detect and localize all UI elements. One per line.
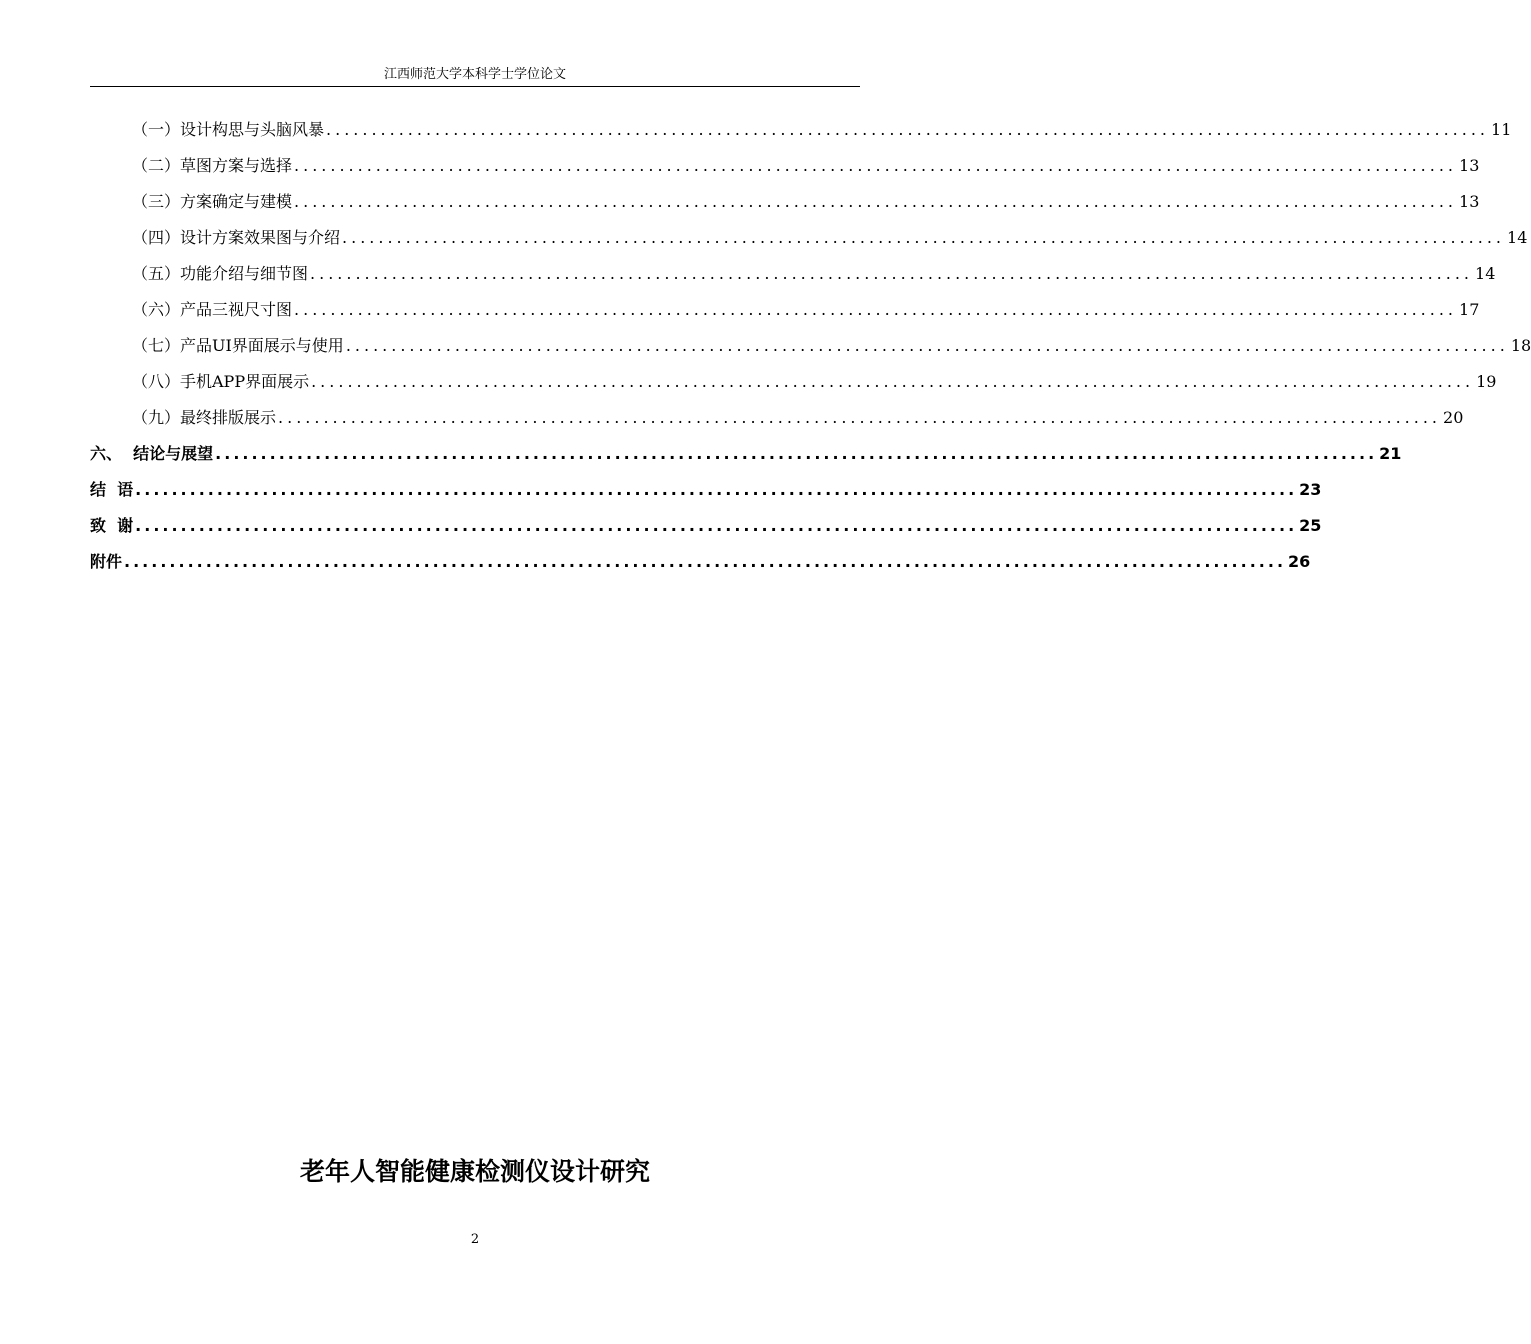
toc-dot-leader: ................................................................................................................................ [345, 336, 1509, 355]
toc-entry[interactable] [90, 256, 1496, 292]
table-of-contents [90, 112, 1531, 580]
header-rule [90, 86, 860, 87]
toc-dot-leader: ................................................................................................................................ [135, 516, 1298, 535]
toc-dot-leader: ................................................................................................................................ [294, 300, 1458, 319]
toc-entry-label: （九）最终排版展示 [132, 408, 277, 427]
toc-entry-page: 23 [1299, 480, 1322, 499]
toc-dot-leader: ................................................................................................................................ [310, 264, 1474, 283]
page-header: 江西师范大学本科学士学位论文 [383, 67, 566, 82]
toc-entry-page: 20 [1443, 408, 1464, 427]
toc-entry-label: （二）草图方案与选择 [132, 156, 293, 175]
toc-dot-leader: ................................................................................................................................ [294, 156, 1458, 175]
toc-dot-leader: ................................................................................................................................ [215, 444, 1378, 463]
toc-entry-page: 14 [1507, 228, 1528, 247]
toc-dot-leader: ................................................................................................................................ [135, 480, 1298, 499]
toc-entry-label: 致 谢 [90, 516, 134, 535]
toc-entry[interactable] [90, 508, 1322, 544]
toc-entry-label: （一）设计构思与头脑风暴 [132, 120, 325, 139]
toc-entry-page: 13 [1459, 156, 1480, 175]
toc-entry[interactable] [90, 328, 1531, 364]
toc-entry[interactable] [90, 472, 1322, 508]
toc-entry-label: （七）产品UI界面展示与使用 [132, 336, 344, 355]
toc-entry-page: 19 [1476, 372, 1497, 391]
toc-dot-leader: ................................................................................................................................ [124, 552, 1287, 571]
thesis-title: 老年人智能健康检测仪设计研究 [299, 1157, 650, 1186]
toc-entry-label: （六）产品三视尺寸图 [132, 300, 293, 319]
toc-entry-label: （八）手机APP界面展示 [132, 372, 310, 391]
toc-entry-label: （三）方案确定与建模 [132, 192, 293, 211]
toc-entry-page: 11 [1491, 120, 1512, 139]
toc-entry[interactable] [90, 220, 1528, 256]
toc-dot-leader: ................................................................................................................................ [326, 120, 1490, 139]
toc-entry-label: 结 语 [90, 480, 134, 499]
toc-dot-leader: ................................................................................................................................ [278, 408, 1442, 427]
toc-entry-label: 六、 结论与展望 [90, 444, 214, 463]
toc-entry[interactable] [90, 364, 1497, 400]
toc-entry-page: 17 [1459, 300, 1480, 319]
toc-entry-label: 附件 [90, 552, 123, 571]
toc-entry[interactable] [90, 148, 1480, 184]
toc-entry-page: 25 [1299, 516, 1322, 535]
toc-entry-page: 14 [1475, 264, 1496, 283]
toc-entry-label: （五）功能介绍与细节图 [132, 264, 309, 283]
toc-entry-label: （四）设计方案效果图与介绍 [132, 228, 341, 247]
toc-entry-page: 13 [1459, 192, 1480, 211]
page-number: 2 [470, 1232, 480, 1247]
toc-dot-leader: ................................................................................................................................ [311, 372, 1475, 391]
toc-entry-page: 21 [1379, 444, 1402, 463]
toc-entry[interactable] [90, 184, 1480, 220]
toc-entry[interactable] [90, 400, 1464, 436]
toc-entry-page: 18 [1510, 336, 1531, 355]
toc-dot-leader: ................................................................................................................................ [294, 192, 1458, 211]
toc-dot-leader: ................................................................................................................................ [342, 228, 1506, 247]
toc-entry-page: 26 [1288, 552, 1311, 571]
toc-entry[interactable] [90, 544, 1311, 580]
toc-entry[interactable] [90, 292, 1480, 328]
toc-entry[interactable] [90, 112, 1512, 148]
toc-entry[interactable] [90, 436, 1402, 472]
